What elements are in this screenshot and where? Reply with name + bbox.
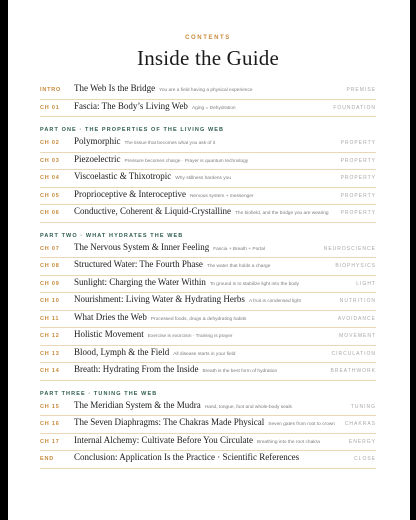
chapter-title: Viscoelastic & Thixotropic (74, 171, 172, 181)
chapter-subtitle: Nervous system + messenger (189, 193, 254, 199)
chapter-tag: PROPERTY (340, 140, 376, 146)
chapter-tag: BIOPHYSICS (335, 263, 376, 269)
toc-row[interactable] (40, 363, 376, 381)
toc-row[interactable] (40, 100, 376, 118)
toc-row[interactable] (40, 276, 376, 294)
chapter-tag: TUNING (350, 403, 376, 410)
chapter-code: CH 09 (40, 280, 60, 287)
chapter-subtitle: Pressure becomes charge · Prayer is quantum technology (124, 158, 249, 164)
chapter-subtitle: The water that holds a charge (206, 264, 271, 269)
chapter-code: CH 01 (40, 104, 60, 111)
chapter-title: Proprioceptive & Interoceptive (74, 188, 186, 199)
chapter-tag: LIGHT (356, 280, 376, 287)
intro-list (40, 82, 376, 117)
chapter-tag: ENERGY (348, 438, 376, 445)
chapter-subtitle: To ground is to stabilize light into the body (209, 281, 299, 287)
chapter-code: CH 04 (40, 175, 60, 181)
chapter-title: Breath: Hydrating From the Inside (74, 364, 199, 374)
chapter-code: CH 11 (40, 315, 60, 322)
chapter-subtitle: Breathing into the root chakra (256, 439, 320, 445)
chapter-code: CH 13 (40, 350, 60, 357)
part-section (40, 233, 376, 381)
chapter-title: The Web Is the Bridge (74, 83, 156, 93)
chapter-title: What Dries the Web (74, 311, 147, 322)
chapter-code: CH 08 (40, 263, 60, 269)
chapter-code: CH 16 (40, 421, 60, 427)
chapter-title: The Meridian System & the Mudra (74, 399, 201, 410)
chapter-code: END (40, 456, 55, 462)
chapter-subtitle: Seven gates from root to crown (268, 422, 335, 427)
chapter-title: Holistic Movement (74, 329, 144, 339)
toc-row[interactable] (40, 241, 376, 259)
toc-row[interactable] (40, 293, 376, 311)
chapter-tag: NUTRITION (339, 298, 376, 304)
chapter-title: Sunlight: Charging the Water Within (74, 276, 206, 287)
chapter-subtitle: Hand, tongue, foot and whole-body seals (204, 404, 292, 410)
toc-row[interactable] (40, 416, 376, 434)
chapter-tag: NEUROSCIENCE (323, 245, 376, 252)
chapter-code: CH 03 (40, 157, 60, 164)
chapter-title: Internal Alchemy: Cultivate Before You Circulate (74, 434, 253, 445)
chapter-title: Piezoelectric (74, 153, 121, 164)
chapter-title: Blood, Lymph & the Field (74, 346, 170, 357)
chapter-tag: BREATHWORK (330, 368, 376, 374)
chapter-title: Conductive, Coherent & Liquid-Crystalline (74, 206, 231, 216)
chapter-code: CH 05 (40, 192, 60, 199)
chapter-tag: PROPERTY (340, 175, 376, 181)
chapter-tag: PREMISE (346, 87, 376, 93)
chapter-tag: AVOIDANCE (337, 315, 376, 322)
toc-row[interactable] (40, 258, 376, 276)
chapter-subtitle: Aging = Dehydration (191, 105, 236, 111)
chapter-title: Structured Water: The Fourth Phase (74, 259, 203, 269)
toc-row[interactable] (40, 399, 376, 417)
contents-kicker: CONTENTS (185, 35, 231, 41)
chapter-subtitle: Fascia + Breath + Portal (213, 246, 265, 252)
chapter-subtitle: You are a field having a physical experience (159, 88, 253, 93)
part-section (40, 391, 376, 469)
chapter-title: The Seven Diaphragms: The Chakras Made Physical (74, 417, 265, 427)
chapter-code: INTRO (40, 87, 62, 93)
toc-row[interactable] (40, 311, 376, 329)
chapter-subtitle: A fruit is condensed light (248, 299, 301, 304)
chapter-code: CH 06 (40, 210, 60, 216)
chapter-subtitle: Why stillness hardens you (175, 176, 232, 181)
chapter-subtitle: Exercise is exorcism · Training is prayer (147, 334, 233, 339)
chapter-code: CH 07 (40, 245, 60, 252)
left-border (0, 0, 8, 520)
toc-row[interactable] (40, 153, 376, 171)
page-title: Inside the Guide (137, 46, 279, 70)
chapter-subtitle: All disease starts in your field (173, 351, 236, 357)
chapter-subtitle: The tissue that becomes what you ask of it (124, 141, 216, 146)
chapter-tag: PROPERTY (340, 192, 376, 199)
chapter-subtitle: Breath is the best form of hydration (202, 369, 278, 374)
chapter-code: CH 14 (40, 368, 60, 374)
chapter-tag: CLOSE (354, 456, 376, 462)
toc-row[interactable] (40, 82, 376, 100)
toc-row[interactable] (40, 170, 376, 188)
chapter-subtitle: The biofield, and the bridge you are wearing (234, 211, 329, 216)
parts-list (40, 127, 376, 469)
toc-row[interactable] (40, 434, 376, 452)
chapter-code: CH 15 (40, 403, 60, 410)
toc-row[interactable] (40, 188, 376, 206)
toc-row[interactable] (40, 135, 376, 153)
chapter-title: The Nervous System & Inner Feeling (74, 241, 210, 252)
part-heading: PART ONE · THE PROPERTIES OF THE LIVING WEB (40, 127, 225, 133)
toc-row[interactable] (40, 346, 376, 364)
toc-row[interactable] (40, 205, 376, 223)
chapter-code: CH 17 (40, 438, 60, 445)
chapter-code: CH 02 (40, 140, 60, 146)
chapter-code: CH 12 (40, 333, 60, 339)
chapter-tag: MOVEMENT (339, 333, 376, 339)
toc-row[interactable] (40, 451, 376, 469)
part-heading: PART THREE · TUNING THE WEB (40, 390, 158, 397)
chapter-title: Polymorphic (74, 136, 121, 146)
chapter-tag: CHAKRAS (344, 421, 376, 427)
chapter-code: CH 10 (40, 298, 60, 304)
chapter-title: Fascia: The Body’s Living Web (74, 100, 188, 111)
chapter-tag: CIRCULATION (331, 350, 376, 357)
right-border (410, 0, 416, 520)
part-section (40, 127, 376, 223)
chapter-tag: FOUNDATION (333, 104, 376, 111)
chapter-subtitle: Processed foods, drugs & dehydrating habits (150, 316, 247, 322)
chapter-tag: PROPERTY (340, 157, 376, 164)
toc-row[interactable] (40, 328, 376, 346)
chapter-title: Nourishment: Living Water & Hydrating Herbs (74, 294, 245, 304)
part-heading: PART TWO · WHAT HYDRATES THE WEB (40, 232, 184, 239)
chapter-title: Conclusion: Application Is the Practice · Scientific References (74, 452, 300, 462)
chapter-tag: PROPERTY (340, 210, 376, 216)
